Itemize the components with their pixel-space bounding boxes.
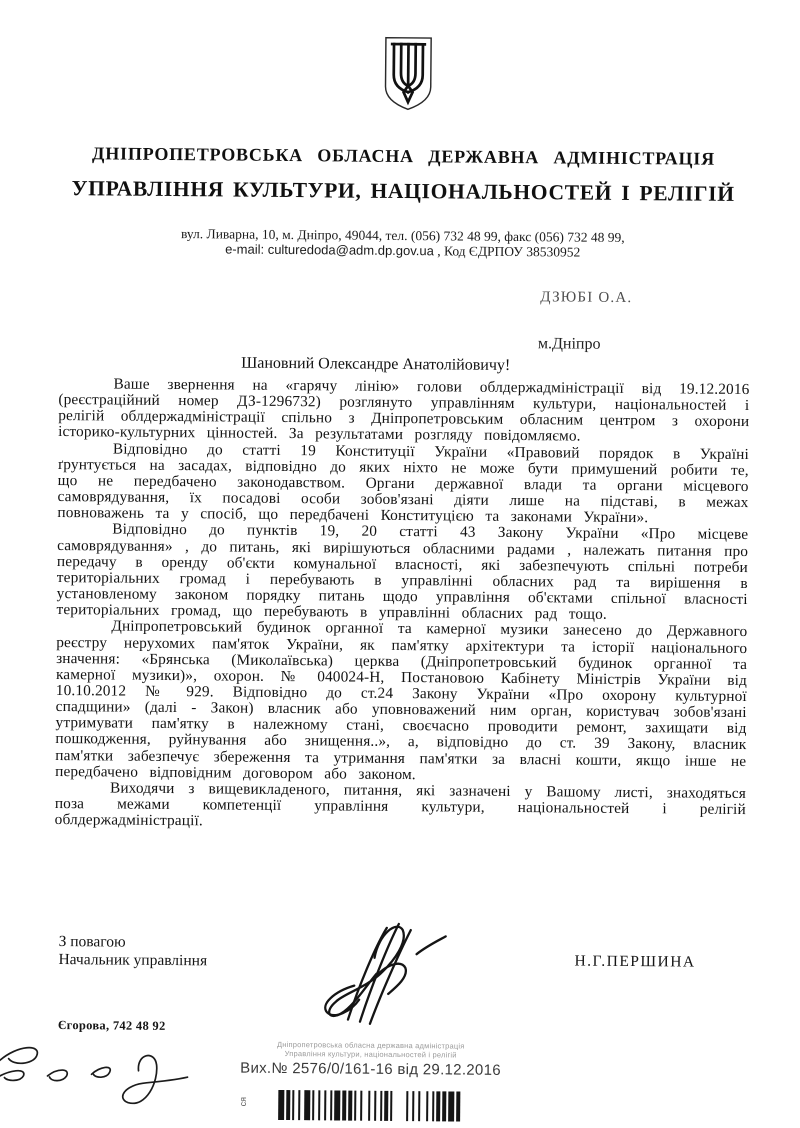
- salutation: Шановний Олександре Анатолійовичу!: [241, 354, 511, 374]
- body-paragraph: Відповідно до статті 19 Конституції України «Правовий порядок в Україні ґрунтується на засадах, відповідно до яких ніхто не може бути примушений робити те, що не передбачено законодавством. Органи державної влади та органи місцевого самоврядування, їх посадові особи зобов'язані діяти лише на підставі, в межах повноважень та у спосіб, що передбачені Конституцією та законами України».: [57, 440, 750, 527]
- barcode: [278, 1090, 462, 1122]
- ukraine-trident-icon: [382, 36, 435, 112]
- recipient-city: м.Дніпро: [537, 335, 601, 353]
- handwritten-signature: [314, 915, 455, 1028]
- signer-name: Н.Г.ПЕРШИНА: [574, 952, 696, 971]
- org-email: e-mail: culturedoda@adm.dp.gov.ua: [225, 241, 434, 259]
- org-address-line: вул. Ливарна, 10, м. Дніпро, 49044, тел. (056) 732 48 99, факс (056) 732 48 99,: [180, 226, 625, 245]
- outgoing-number: Вих.№ 2576/0/161-16 від 29.12.2016: [240, 1059, 501, 1079]
- closing-phrase: З повагою: [58, 933, 126, 951]
- org-edrpou: , Код ЄДРПОУ 38530952: [433, 243, 581, 260]
- body-paragraph: Виходячи з вищевикладеного, питання, які зазначені у Вашому листі, знаходяться поза межами компетенції управління культури, національностей і релігій облдержадміністрації.: [54, 779, 747, 830]
- body-paragraph: Дніпропетровський будинок органної та камерної музики занесено до Державного реєстру нерухомих пам'яток України, як пам'ятку архітектури та історії національного значення: «Брянська (Миколаївська) церква (Дніпропетровський будинок органної та камерної музики)», охорон. № 040024-Н, Постановою Кабінету Міністрів України від 10.10.2012 № 929. Відповідно до ст.24 Закону України «Про охорону культурної спадщини» (далі - Закон) власник або уповноважений ним орган, користувач зобов'язані утримувати пам'ятку в належному стані, своєчасно проводити ремонт, захищати від пошкодження, руйнування або знищення..», а, відповідно до ст. 39 Закону, власник пам'ятки забезпечує збереження та утримання пам'ятки за власні кошти, якщо інше не передбачено відповідним договором або законом.: [55, 617, 748, 783]
- org-name-line2: УПРАВЛІННЯ КУЛЬТУРИ, НАЦІОНАЛЬНОСТЕЙ І РЕЛІГІЙ: [71, 176, 735, 206]
- body-paragraph: Відповідно до пунктів 19, 20 статті 43 Закону України «Про місцеве самоврядування» , до питань, які вирішуються обласними радами , належать питання про передачу в оренду об'єкти комунальної власності, які забезпечують спільні потреби територіальних громад і перебувають в управлінні обласних рад та вирішення в установленому законом порядку питань щодо управління об'єктами спільної власності територіальних громад, що перебувають в управлінні обласних рад тощо.: [56, 520, 749, 623]
- signer-position: Начальник управління: [58, 951, 208, 970]
- org-name-line1: ДНІПРОПЕТРОВСЬКА ОБЛАСНА ДЕРЖАВНА АДМІНІСТРАЦІЯ: [92, 143, 716, 169]
- letter-body: [55, 376, 750, 834]
- handwritten-initials: [0, 1038, 256, 1115]
- recipient-name: ДЗЮБІ О.А.: [540, 289, 633, 307]
- stamp-org-line1: Дніпропетровська обласна державна адміністрація: [276, 1039, 465, 1051]
- registration-stamp: [225, 1039, 516, 1122]
- barcode-side-text: ся: [237, 1096, 248, 1107]
- stamp-org-line2: Управління культури, національностей і релігій: [284, 1049, 457, 1060]
- body-paragraph: Ваше звернення на «гарячу лінію» голови облдержадміністрації від 19.12.2016 (реєстраційний номер ДЗ-1296732) розглянуто управлінням культури, національностей і релігій облдержадміністрації спільно з Дніпропетровським обласним центром з охорони історико-культурних цінностей. За результатами розгляду повідомляємо.: [58, 375, 750, 446]
- executor-line: Єгорова, 742 48 92: [57, 1018, 166, 1033]
